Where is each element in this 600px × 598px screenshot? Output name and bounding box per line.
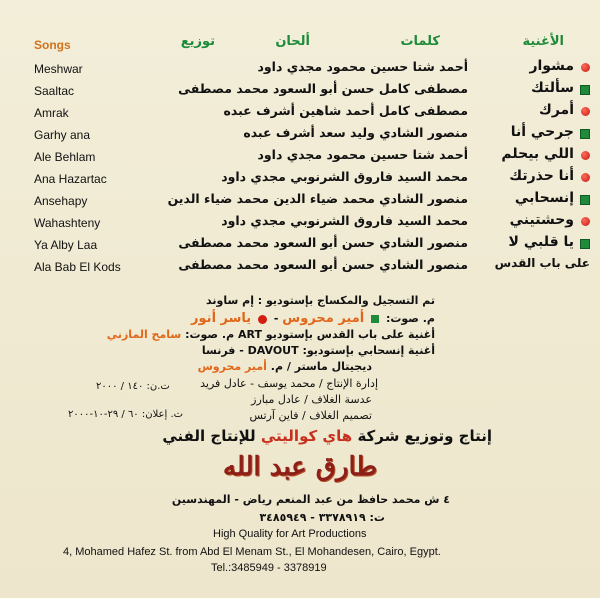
- digital-master-name: أمير محروس: [197, 360, 267, 373]
- track-title-en: Amrak: [34, 106, 69, 120]
- track-title-en: Saaltac: [34, 84, 75, 98]
- track-credits: أحمد شتا حسين محمود مجدي داود: [257, 59, 468, 74]
- green-square-icon: [371, 315, 379, 323]
- track-row: [0, 212, 600, 234]
- track-credits: مصطفى كامل أحمد شاهين أشرف عبده: [223, 103, 468, 118]
- red-dot-icon: [581, 63, 590, 72]
- address-en: 4, Mohamed Hafez St. from Abd El Menam St., El Mohandesen, Cairo, Egypt.: [63, 546, 441, 558]
- track-title-ar: اللي بيحلم: [501, 146, 574, 162]
- red-dot-icon: [581, 217, 590, 226]
- kods-engineer: سامح المازني: [106, 328, 182, 341]
- phone-en: Tel.:3485949 - 3378919: [211, 562, 327, 574]
- track-title-en: Ya Alby Laa: [34, 238, 98, 252]
- track-title-ar: وحشتيني: [509, 212, 574, 228]
- track-row: [0, 124, 600, 146]
- red-dot-icon: [258, 315, 267, 324]
- track-title-ar: أمرك: [538, 102, 574, 118]
- track-title-en: Ala Bab El Kods: [34, 260, 121, 274]
- address-arabic: ٤ ش محمد حافظ من عبد المنعم رياض - المهندسين: [171, 493, 450, 506]
- track-credits: منصور الشادي حسن أبو السعود محمد مصطفى: [178, 235, 468, 250]
- track-title-en: Garhy ana: [34, 128, 91, 142]
- distribution-prefix: إنتاج وتوزيع شركة: [357, 427, 492, 445]
- green-square-icon: [580, 195, 590, 205]
- track-credits: أحمد شتا حسين محمود مجدي داود: [257, 147, 468, 162]
- track-title-en: Ale Behlam: [34, 150, 96, 164]
- red-dot-icon: [581, 107, 590, 116]
- song-column-header: الأغنية: [522, 34, 564, 49]
- track-credits: محمد السيد فاروق الشرنوبي مجدي داود: [221, 169, 468, 184]
- track-title-ar: على باب القدس: [494, 256, 590, 270]
- kods-studio: أغنية على باب القدس بإستوديو ART م. صوت:: [185, 328, 435, 341]
- track-row: [0, 190, 600, 212]
- digital-master-label: ديجيتال ماستر / م.: [270, 360, 372, 373]
- cover-design-credit: تصميم الغلاف / فاين آرتس: [249, 409, 372, 422]
- sound-engineer-1: أمير محروس: [282, 311, 365, 326]
- track-credits: منصور الشادي حسن أبو السعود محمد مصطفى: [178, 257, 468, 272]
- red-dot-icon: [581, 173, 590, 182]
- company-name-en: High Quality for Art Productions: [213, 528, 367, 540]
- distribution-suffix: للإنتاج الفني: [162, 427, 256, 445]
- cover-lens-credit: عدسة الغلاف / عادل مبارز: [251, 393, 372, 406]
- production-management: إدارة الإنتاج / محمد يوسف - عادل فريد: [200, 377, 378, 390]
- track-row: [0, 80, 600, 102]
- track-title-ar: مشوار: [529, 58, 574, 74]
- sound-engineers: [191, 311, 435, 326]
- arrangement-column-header: توزيع: [180, 34, 215, 49]
- track-title-ar: سألتك: [530, 80, 574, 96]
- track-title-ar: إنسحابي: [514, 190, 574, 206]
- track-title-en: Wahashteny: [34, 216, 101, 230]
- track-row: [0, 146, 600, 168]
- kods-credit: [107, 328, 435, 341]
- track-title-en: Meshwar: [34, 62, 83, 76]
- track-title-ar: جرحي أنا: [510, 124, 574, 140]
- track-row: [0, 234, 600, 256]
- track-title-ar: أنا حذرتك: [509, 168, 574, 184]
- green-square-icon: [580, 129, 590, 139]
- track-credits: مصطفى كامل حسن أبو السعود محمد مصطفى: [178, 81, 468, 96]
- tarek-abdalla-logo: طارق عبد الله: [222, 452, 378, 482]
- track-title-ar: يا قلبي لا: [508, 234, 574, 250]
- ansehapy-credit: أغنية إنسحابي بإستوديو: DAVOUT - فرنسا: [201, 344, 435, 357]
- distribution-line: [162, 427, 492, 445]
- track-row: [0, 102, 600, 124]
- track-credits: منصور الشادي وليد سعد أشرف عبده: [243, 125, 468, 140]
- green-square-icon: [580, 239, 590, 249]
- songs-header: Songs: [34, 38, 71, 52]
- recording-credit: تم التسجيل والمكساج بإستوديو : إم ساوند: [206, 294, 435, 307]
- green-square-icon: [580, 85, 590, 95]
- track-credits: محمد السيد فاروق الشرنوبي مجدي داود: [221, 213, 468, 228]
- announcement-number: ت. إعلان: ٦٠ / ٢٩-١٠-٢٠٠٠: [68, 409, 184, 420]
- track-row: [0, 58, 600, 80]
- sound-separator: -: [273, 312, 279, 325]
- track-credits: منصور الشادي محمد ضياء الدين محمد ضياء الدين: [167, 191, 468, 206]
- composer-column-header: ألحان: [275, 34, 310, 49]
- lyrics-column-header: كلمات: [400, 34, 440, 49]
- sound-engineer-2: ياسر أنور: [191, 311, 252, 326]
- track-row: [0, 168, 600, 190]
- track-row: [0, 256, 600, 278]
- track-title-en: Ansehapy: [34, 194, 88, 208]
- red-dot-icon: [581, 151, 590, 160]
- track-title-en: Ana Hazartac: [34, 172, 107, 186]
- phone-arabic: ت: ٣٣٧٨٩١٩ - ٣٤٨٥٩٤٩: [259, 511, 385, 524]
- digital-master-credit: [198, 360, 372, 373]
- sound-label: م. صوت:: [385, 312, 435, 325]
- deposit-number: ت.ن: ١٤٠ / ٢٠٠٠: [96, 381, 170, 392]
- distribution-company: هاي كواليتي: [260, 427, 353, 445]
